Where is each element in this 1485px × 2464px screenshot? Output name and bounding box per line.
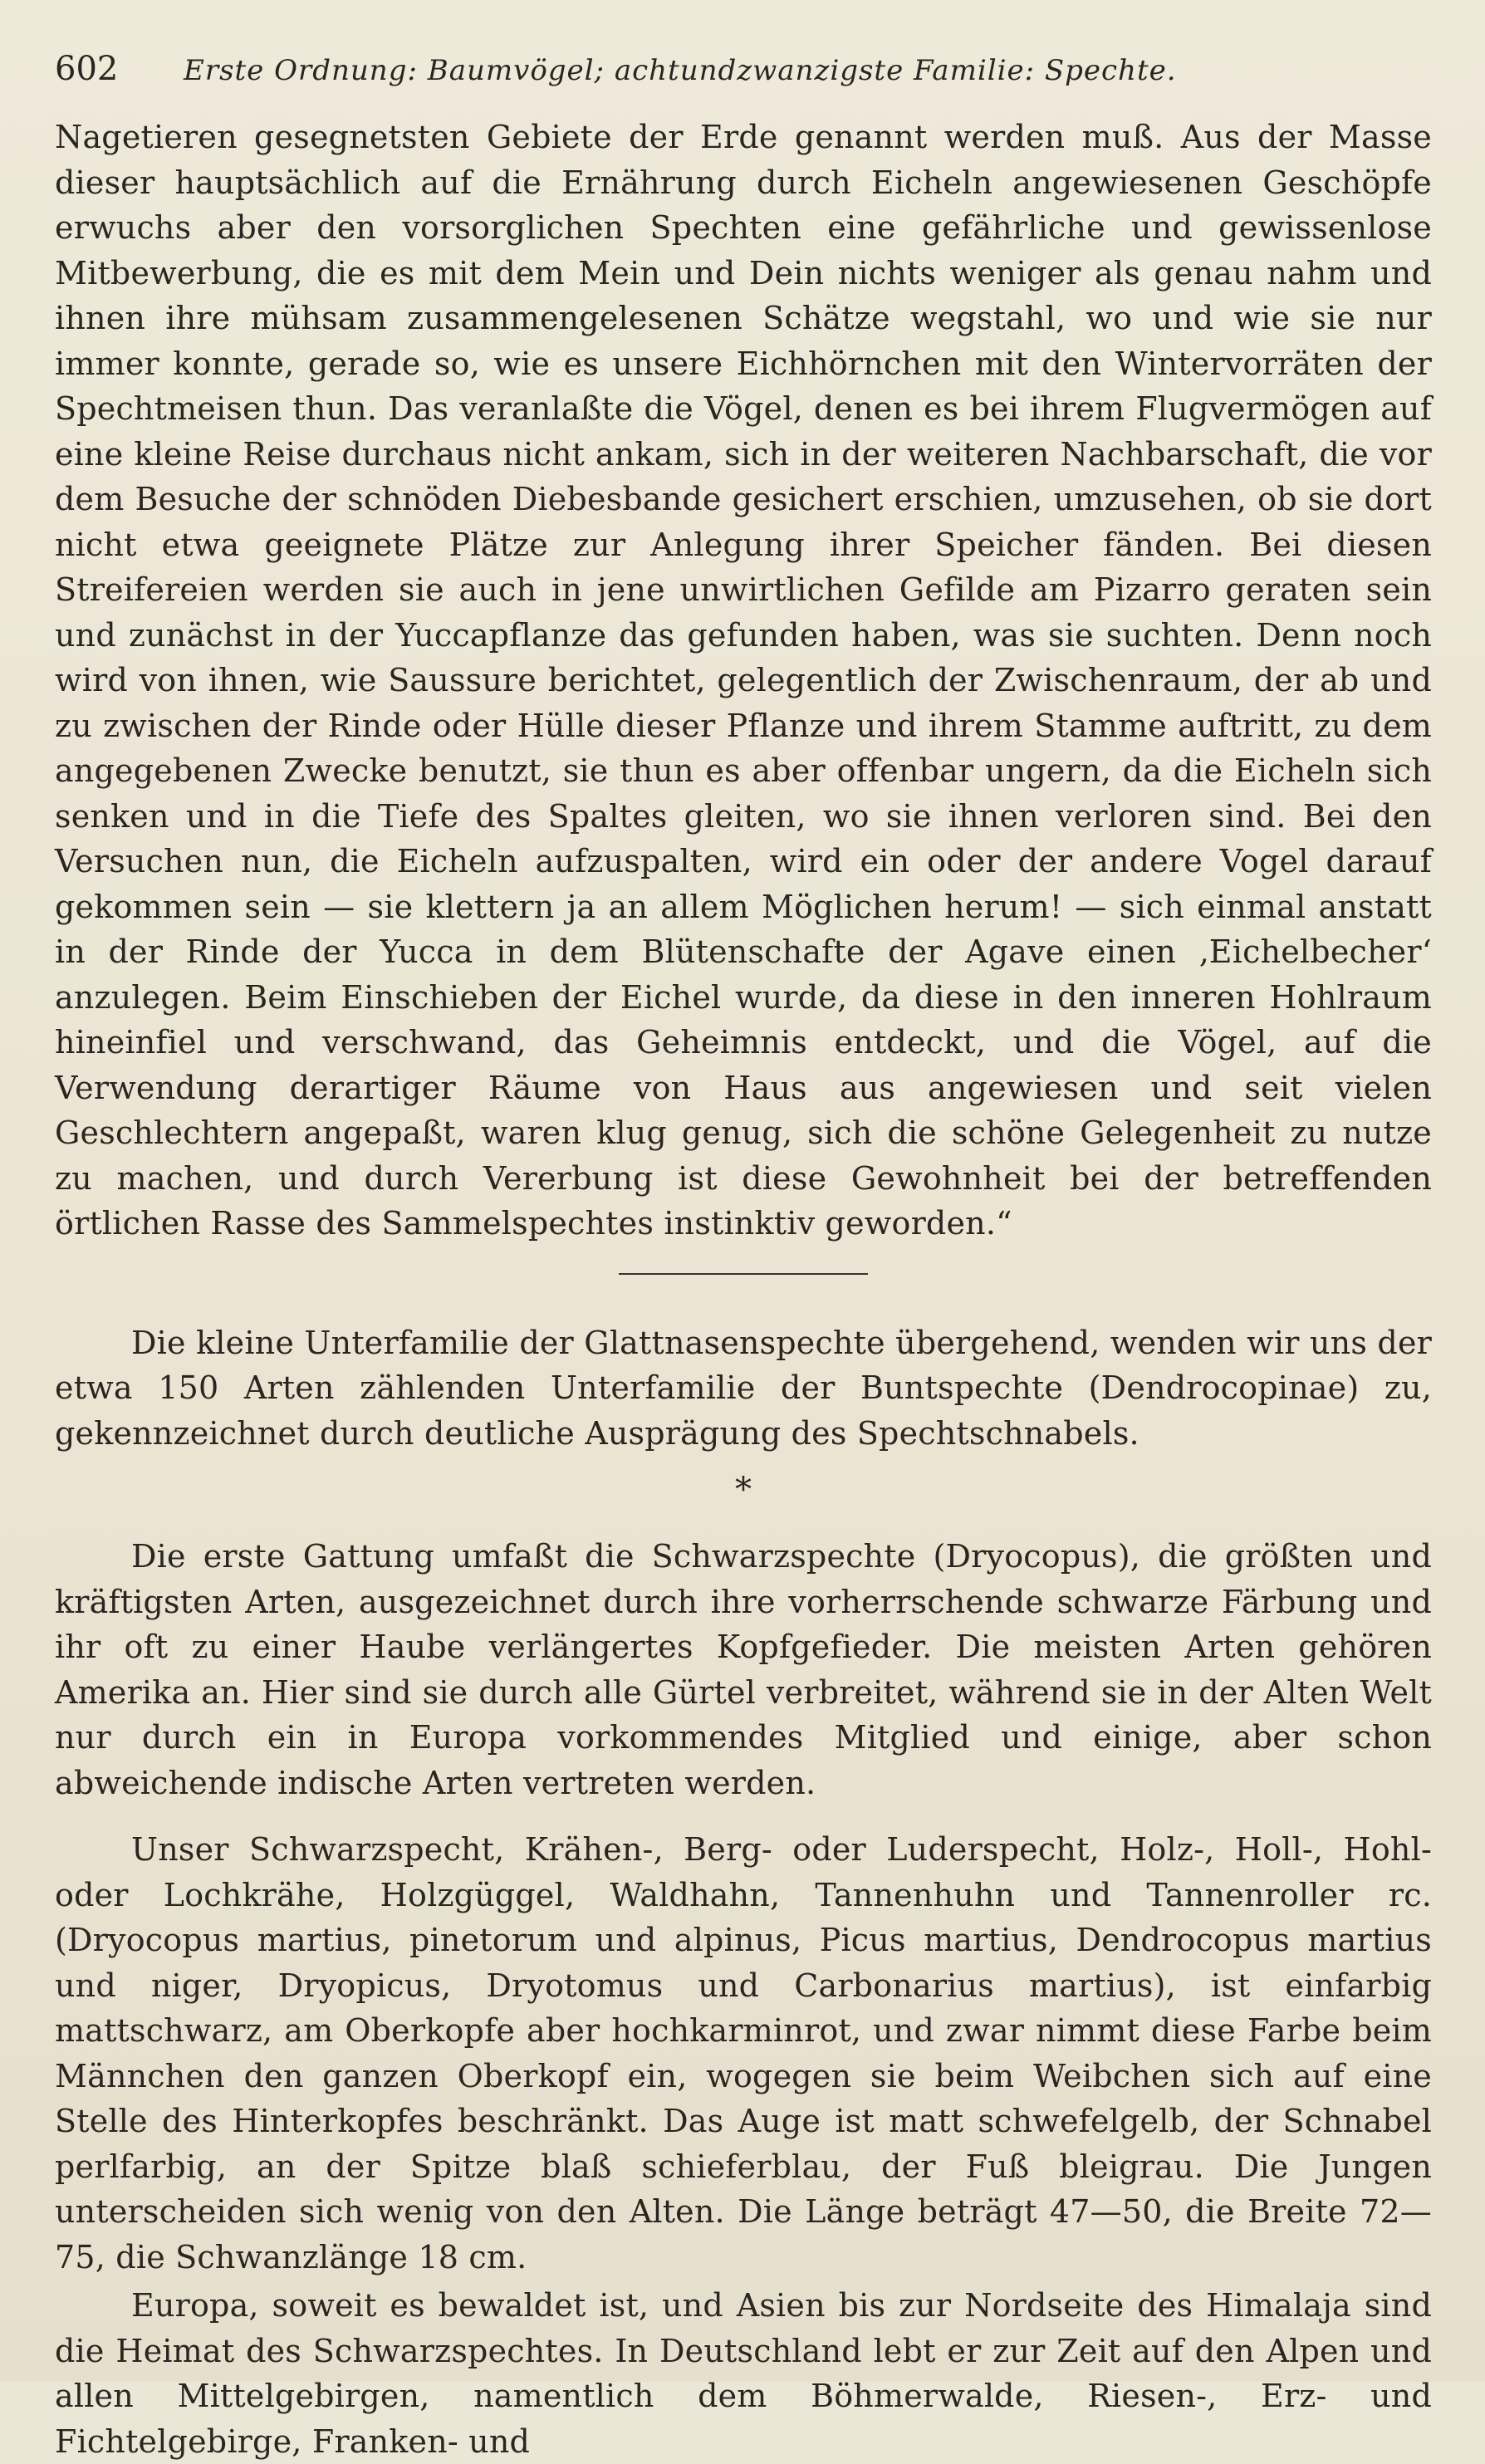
paragraph-species: Unser Schwarzspecht, Krähen-, Berg- oder Luderspecht, Holz-, Holl-, Hohl- oder Lochkrähe, Holzgüggel, Waldhahn, Tannenhuhn und Tannenroller rc. (Dryocopus martius, pinetorum und alpinus, Picus martius, Dendrocopus martius und niger, Dryopicus, Dryotomus und Carbonarius martius), ist einfarbig mattschwarz, am Oberkopfe aber hochkarminrot, und zwar nimmt diese Farbe beim Männchen den ganzen Oberkopf ein, wogegen sie beim Weibchen sich auf eine Stelle des Hinterkopfes beschränkt. Das Auge ist matt schwefelgelb, der Schnabel perlfarbig, an der Spitze blaß schieferblau, der Fuß bleigrau. Die Jungen unterscheiden sich wenig von den Alten. Die Länge beträgt 47—50, die Breite 72—75, die Schwanzlänge 18 cm. <box>55 1831 1432 2275</box>
running-head: Erste Ordnung: Baumvögel; achtundzwanzigste Familie: Spechte. <box>184 54 1177 87</box>
paragraph-range: Europa, soweit es bewaldet ist, und Asien bis zur Nordseite des Himalaja sind die Heimat des Schwarzspechtes. In Deutschland lebt er zur Zeit auf den Alpen und allen Mittelgebirgen, namentlich dem Böhmerwalde, Riesen-, Erz- und Fichtelgebirge, Franken- und <box>55 2287 1432 2460</box>
section-asterisk: * <box>735 1471 752 1509</box>
paragraph-subfamily: Die kleine Unterfamilie der Glattnasenspechte übergehend, wenden wir uns der etwa 150 Arten zählenden Unterfamilie der Buntspechte (Dendrocopinae) zu, gekennzeichnet durch deutliche Ausprägung des Spechtschnabels. <box>55 1324 1432 1452</box>
paragraph-genus: Die erste Gattung umfaßt die Schwarzspechte (Dryocopus), die größten und kräftigsten Arten, ausgezeichnet durch ihre vorherrschende schwarze Färbung und ihr oft zu einer Haube verlängertes Kopfgefieder. Die meisten Arten gehören Amerika an. Hier sind sie durch alle Gürtel verbreitet, während sie in der Alten Welt nur durch ein in Europa vorkommendes Mitglied und einige, aber schon abweichende indische Arten vertreten werden. <box>55 1538 1432 1801</box>
section-divider <box>619 1273 868 1275</box>
page-number: 602 <box>55 50 119 88</box>
page-body <box>55 115 1432 2464</box>
paragraph-continued: Nagetieren gesegnetsten Gebiete der Erde genannt werden muß. Aus der Masse dieser hauptsächlich auf die Ernährung durch Eicheln angewiesenen Geschöpfe erwuchs aber den vorsorglichen Spechten eine gefährliche und gewissenlose Mitbewerbung, die es mit dem Mein und Dein nichts weniger als genau nahm und ihnen ihre mühsam zusammengelesenen Schätze wegstahl, wo und wie sie nur immer konnte, gerade so, wie es unsere Eichhörnchen mit den Wintervorräten der Spechtmeisen thun. Das veranlaßte die Vögel, denen es bei ihrem Flugvermögen auf eine kleine Reise durchaus nicht ankam, sich in der weiteren Nachbarschaft, die vor dem Besuche der schnöden Diebesbande gesichert erschien, umzusehen, ob sie dort nicht etwa geeignete Plätze zur Anlegung ihrer Speicher fänden. Bei diesen Streifereien werden sie auch in jene unwirtlichen Gefilde am Pizarro geraten sein und zunächst in der Yuccapflanze das gefunden haben, was sie suchten. Denn noch wird von ihnen, wie Saussure berichtet, gelegentlich der Zwischenraum, der ab und zu zwischen der Rinde oder Hülle dieser Pflanze und ihrem Stamme auftritt, zu dem angegebenen Zwecke benutzt, sie thun es aber offenbar ungern, da die Eicheln sich senken und in die Tiefe des Spaltes gleiten, wo sie ihnen verloren sind. Bei den Versuchen nun, die Eicheln aufzuspalten, wird ein oder der andere Vogel darauf gekommen sein — sie klettern ja an allem Möglichen herum! — sich einmal anstatt in der Rinde der Yucca in dem Blütenschafte der Agave einen ‚Eichelbecher‘ anzulegen. Beim Einschieben der Eichel wurde, da diese in den inneren Hohlraum hineinfiel und verschwand, das Geheimnis entdeckt, und die Vögel, auf die Verwendung derartiger Räume von Haus aus angewiesen und seit vielen Geschlechtern angepaßt, waren klug genug, sich die schöne Gelegenheit zu nutze zu machen, und durch Vererbung ist diese Gewohnheit bei der betreffenden örtlichen Rasse des Sammelspechtes instinktiv geworden.“ <box>55 119 1432 1242</box>
page-header <box>55 50 1432 115</box>
